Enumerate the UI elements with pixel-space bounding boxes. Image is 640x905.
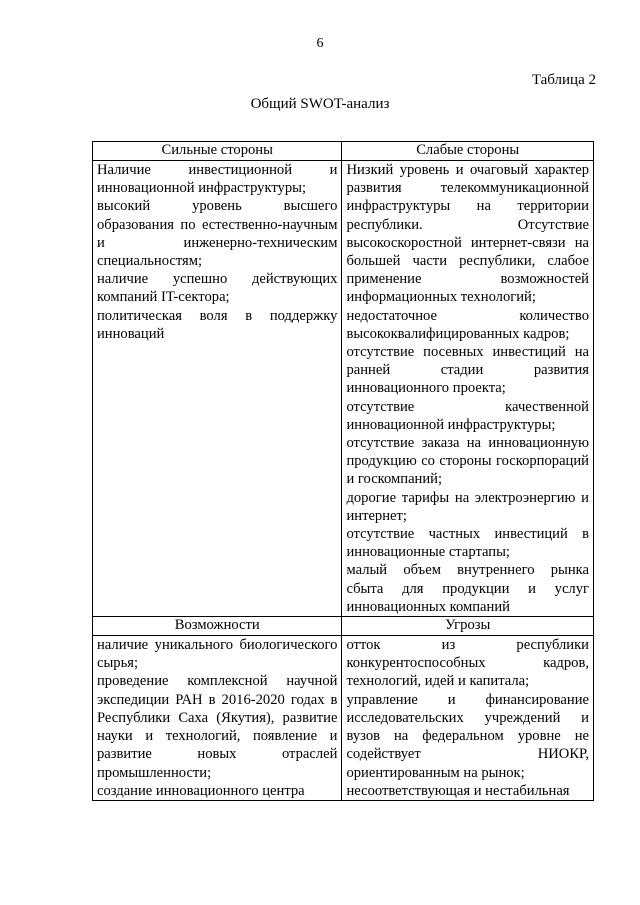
opportunities-header: Возможности	[93, 617, 342, 636]
weakness-item: Низкий уровень и очаговый характер развития телекоммуникационной инфраструктуры на территории республики. Отсутствие высокоскоростной интернет-связи на большей части республики, слабое применение возможностей информационных технологий;	[346, 162, 589, 306]
threat-item: несоответствующая и нестабильная	[346, 782, 570, 799]
weakness-item: отсутствие частных инвестиций в инновационные стартапы;	[346, 526, 589, 561]
threats-header: Угрозы	[342, 617, 594, 636]
strength-item: высокий уровень высшего образования по естественно-научным и инженерно-техническим специальностям;	[97, 198, 338, 270]
swot-content-row-top	[93, 161, 594, 617]
strengths-cell	[93, 161, 342, 617]
table-label: Таблица 2	[531, 72, 596, 88]
weakness-item: дорогие тарифы на электроэнергию и интернет;	[346, 489, 589, 524]
page-title: Общий SWOT-анализ	[250, 96, 390, 112]
opportunity-item: создание инновационного центра	[97, 782, 305, 799]
swot-table	[92, 141, 594, 801]
weaknesses-header: Слабые стороны	[342, 142, 594, 161]
threat-item: отток из республики конкурентоспособных кадров, технологий, идей и капитала;	[346, 637, 589, 690]
weakness-item: отсутствие посевных инвестиций на ранней стадии развития инновационного проекта;	[346, 344, 589, 397]
strength-item: Наличие инвестиционной и инновационной инфраструктуры;	[97, 162, 338, 197]
weakness-item: недостаточное количество высококвалифицированных кадров;	[346, 307, 589, 342]
opportunities-cell	[93, 636, 342, 801]
weaknesses-cell	[342, 161, 594, 617]
swot-content-row-bottom	[93, 636, 594, 801]
swot-header-row-bottom	[93, 617, 594, 636]
opportunity-item: проведение комплексной научной экспедиции РАН в 2016-2020 годах в Республики Саха (Якутия), развитие науки и технологий, появление и развитие новых отраслей промышленности;	[97, 673, 338, 781]
threat-item: управление и финансирование исследовательских учреждений и вузов на федеральном уровне не содействует НИОКР, ориентированным на рынок;	[346, 691, 589, 781]
strength-item: политическая воля в поддержку инноваций	[97, 307, 338, 342]
threats-cell	[342, 636, 594, 801]
opportunity-item: наличие уникального биологического сырья;	[97, 637, 338, 672]
weakness-item: отсутствие заказа на инновационную продукцию со стороны госкорпораций и госкомпаний;	[346, 435, 589, 488]
swot-header-row-top	[93, 142, 594, 161]
weakness-item: малый объем внутреннего рынка сбыта для продукции и услуг инновационных компаний	[346, 562, 589, 615]
strengths-header: Сильные стороны	[93, 142, 342, 161]
page-number: 6	[316, 36, 324, 51]
strength-item: наличие успешно действующих компаний IT-сектора;	[97, 271, 338, 306]
weakness-item: отсутствие качественной инновационной инфраструктуры;	[346, 398, 589, 433]
